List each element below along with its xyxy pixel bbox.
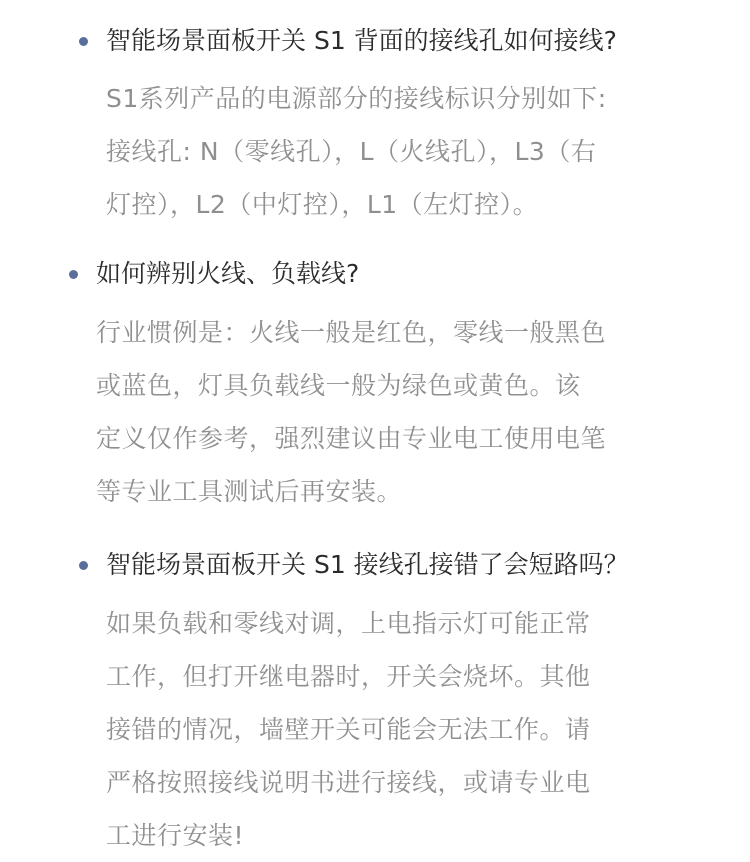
faq-question: 智能场景面板开关 S1 接线孔接错了会短路吗？ <box>106 550 629 579</box>
answer-line: 定义仅作参考，强烈建议由专业电工使用电笔 <box>96 424 607 453</box>
answer-line: 如果负载和零线对调，上电指示灯可能正常 <box>106 609 591 638</box>
answer-line: 工进行安装! <box>106 821 245 850</box>
answer-line: 接错的情况，墙壁开关可能会无法工作。请 <box>106 715 591 744</box>
answer-line: 灯控），L2（中灯控），L1（左灯控）。 <box>106 190 539 219</box>
answer-line: S1系列产品的电源部分的接线标识分别如下: <box>106 84 607 113</box>
faq-answer <box>106 597 591 862</box>
answer-line: 严格按照接线说明书进行接线，或请专业电 <box>106 768 591 797</box>
answer-line: 行业惯例是：火线一般是红色，零线一般黑色 <box>96 318 607 347</box>
bullet-dot-icon <box>79 561 88 570</box>
faq-answer <box>106 72 607 231</box>
answer-line: 工作，但打开继电器时，开关会烧坏。其他 <box>106 662 591 691</box>
faq-question: 智能场景面板开关 S1 背面的接线孔如何接线? <box>106 26 617 55</box>
answer-line: 接线孔: N（零线孔），L（火线孔），L3（右 <box>106 137 597 166</box>
faq-answer <box>96 306 606 518</box>
bullet-dot-icon <box>79 37 88 46</box>
answer-line: 或蓝色，灯具负载线一般为绿色或黄色。该 <box>96 371 581 400</box>
bullet-dot-icon <box>69 270 78 279</box>
answer-line: 等专业工具测试后再安装。 <box>96 477 403 506</box>
faq-question: 如何辨别火线、负载线? <box>96 259 360 288</box>
